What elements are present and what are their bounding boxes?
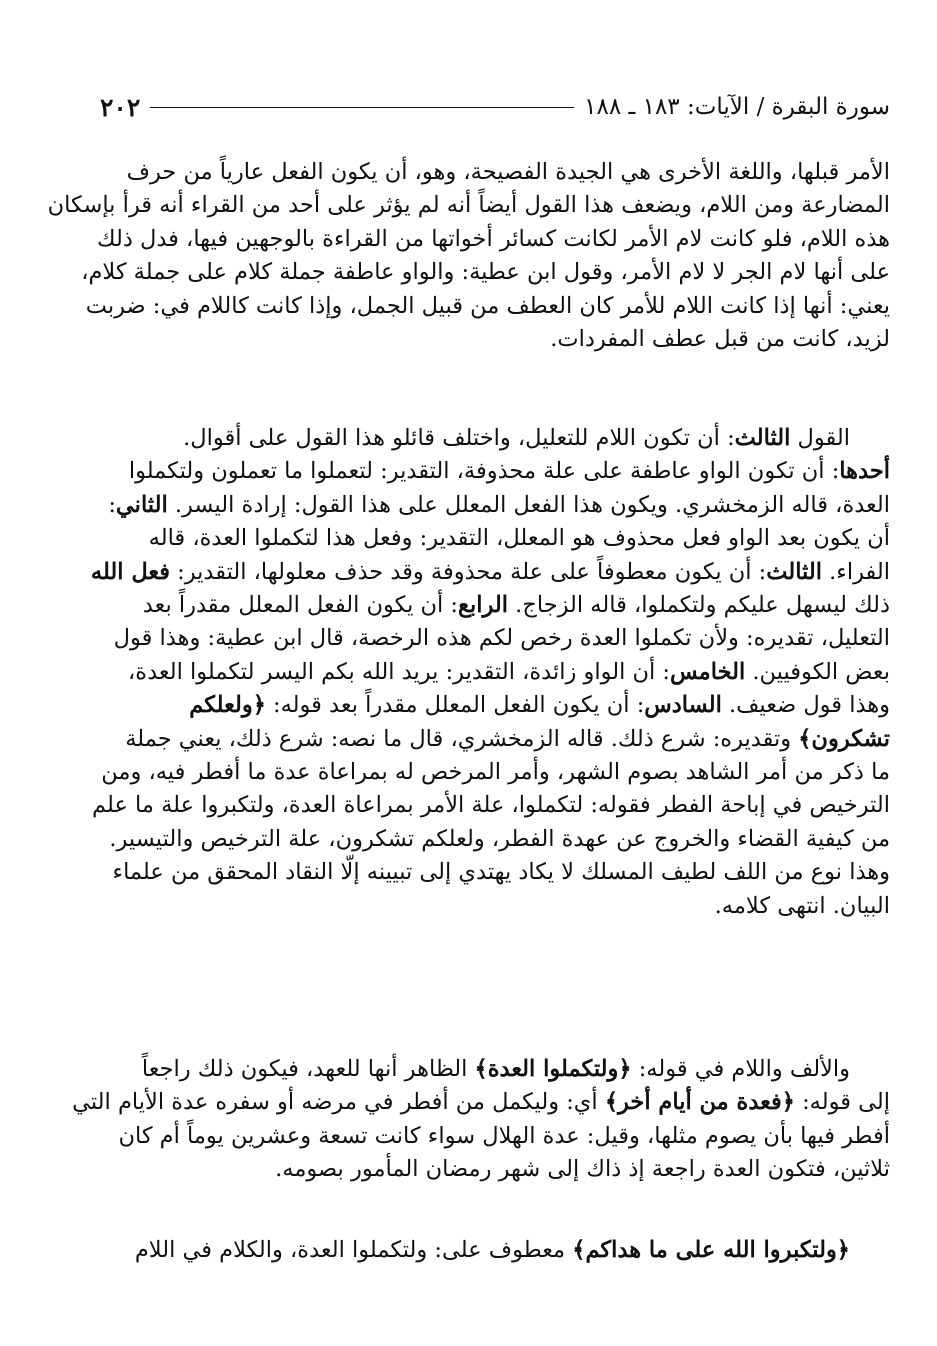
text-line: ﴿ولتكبروا الله على ما هداكم﴾ معطوف على: ولتكملوا العدة، والكلام في اللام	[134, 1237, 850, 1263]
paragraph-4	[100, 1234, 890, 1267]
text-line: الترخيص في إباحة الفطر فقوله: لتكملوا، علة الأمر بمراعاة العدة، ولتكبروا علة ما علم	[92, 792, 890, 819]
text-line: بعض الكوفيين. الخامس: أن الواو زائدة، التقدير: يريد الله بكم اليسر لتكملوا العدة،	[128, 658, 890, 685]
page-header	[100, 90, 890, 124]
header-rule	[150, 107, 574, 108]
bold-term: فعل الله	[90, 558, 170, 585]
bold-term: السادس	[644, 692, 722, 719]
text-line: أن يكون بعد الواو فعل محذوف هو المعلل، التقدير: وفعل هذا لتكملوا العدة، قاله	[148, 525, 890, 552]
quran-quote: ﴿ولعلكم	[189, 692, 266, 719]
text-line: على أنها لام الجر لا لام الأمر، وقول ابن عطية: والواو عاطفة جملة كلام على جملة كلام،	[81, 259, 890, 286]
bold-term: الثاني	[115, 491, 168, 518]
text-line: الفراء. الثالث: أن يكون معطوفاً على علة محذوفة وقد حذف معلولها، التقدير: فعل الله	[90, 558, 890, 585]
bold-term: الثالث	[766, 558, 822, 585]
text-line: ذلك ليسهل عليكم ولتكملوا، قاله الزجاج. الرابع: أن يكون الفعل المعلل مقدراً بعد	[142, 592, 890, 619]
text-line: البيان. انتهى كلامه.	[714, 892, 890, 919]
paragraph-1	[47, 156, 890, 356]
text-line: التعليل، تقديره: ولأن تكملوا العدة رخص لكم هذه الرخصة، قال ابن عطية: وهذا قول	[113, 625, 890, 652]
bold-term: الثالث	[734, 425, 791, 451]
text-line: من كيفية القضاء والخروج عن عهدة الفطر، ولعلكم تشكرون، علة الترخيص والتيسير.	[109, 825, 890, 852]
text-line: أحدها: أن تكون الواو عاطفة على علة محذوفة، التقدير: لتعملوا ما تعملون ولتكملوا	[128, 458, 890, 485]
text-line: هذه اللام، فلو كانت لام الأمر لكانت كسائر أخواتها من القراءة بالوجهين فيها، فدل ذلك	[97, 225, 890, 252]
text-line: ثلاثين، فتكون العدة راجعة إذ ذاك إلى شهر رمضان المأمور بصومه.	[275, 1156, 890, 1183]
quran-quote: ﴿ولتكبروا الله على ما هداكم﴾	[572, 1237, 850, 1263]
quran-quote: ﴿ولتكملوا العدة﴾	[474, 1056, 632, 1082]
text-line: أفطر فيها بأن يصوم مثلها، وقيل: عدة الهلال سواء كانت تسعة وعشرين يوماً أم كان	[118, 1122, 890, 1149]
paragraph-3	[72, 1053, 890, 1187]
text-line: العدة، قاله الزمخشري. ويكون هذا الفعل المعلل على هذا القول: إرادة اليسر. الثاني:	[108, 491, 890, 518]
bold-term: الرابع	[458, 592, 509, 619]
text-line: لزيد، كانت من قبل عطف المفردات.	[550, 326, 890, 353]
text-line: يعني: أنها إذا كانت اللام للأمر كان العطف من قبيل الجمل، وإذا كانت كاللام في: ضربت	[85, 292, 890, 319]
quran-quote: ﴿فعدة من أيام أخر﴾	[604, 1089, 795, 1116]
text-line: الأمر قبلها، واللغة الأخرى هي الجيدة الفصيحة، وهو، أن يكون الفعل عارياً من حرف	[126, 159, 890, 185]
text-line: تشكرون﴾ وتقديره: شرع ذلك. قاله الزمخشري، قال ما نصه: شرع ذلك، يعني جملة	[125, 725, 890, 752]
running-title: سورة البقرة / الآيات: ١٨٣ ـ ١٨٨	[584, 94, 890, 120]
page-number: ٢٠٢	[100, 92, 141, 122]
text-line: المضارعة ومن اللام، ويضعف هذا القول أيضاً أنه لم يؤثر على أحد من القراء أنه قرأ بإسكان	[47, 192, 890, 219]
text-line: القول الثالث: أن تكون اللام للتعليل، واختلف قائلو هذا القول على أقوال.	[183, 425, 850, 451]
paragraph-2	[90, 422, 890, 923]
quran-quote: تشكرون﴾	[798, 725, 890, 752]
text-line: وهذا قول ضعيف. السادس: أن يكون الفعل المعلل مقدراً بعد قوله: ﴿ولعلكم	[189, 692, 890, 719]
text-line: وهذا نوع من اللف لطيف المسلك لا يكاد يهتدي إلى تبيينه إلّا النقاد المحقق من علماء	[112, 859, 890, 886]
bold-term: الخامس	[670, 658, 746, 685]
text-line: والألف واللام في قوله: ﴿ولتكملوا العدة﴾ الظاهر أنها للعهد، فيكون ذلك راجعاً	[141, 1056, 850, 1082]
bold-term: أحدها	[839, 458, 890, 485]
text-line: إلى قوله: ﴿فعدة من أيام أخر﴾ أي: وليكمل من أفطر في مرضه أو سفره عدة الأيام التي	[72, 1089, 890, 1116]
text-line: ما ذكر من أمر الشاهد بصوم الشهر، وأمر المرخص له بمراعاة عدة ما أفطر فيه، ومن	[101, 759, 890, 786]
